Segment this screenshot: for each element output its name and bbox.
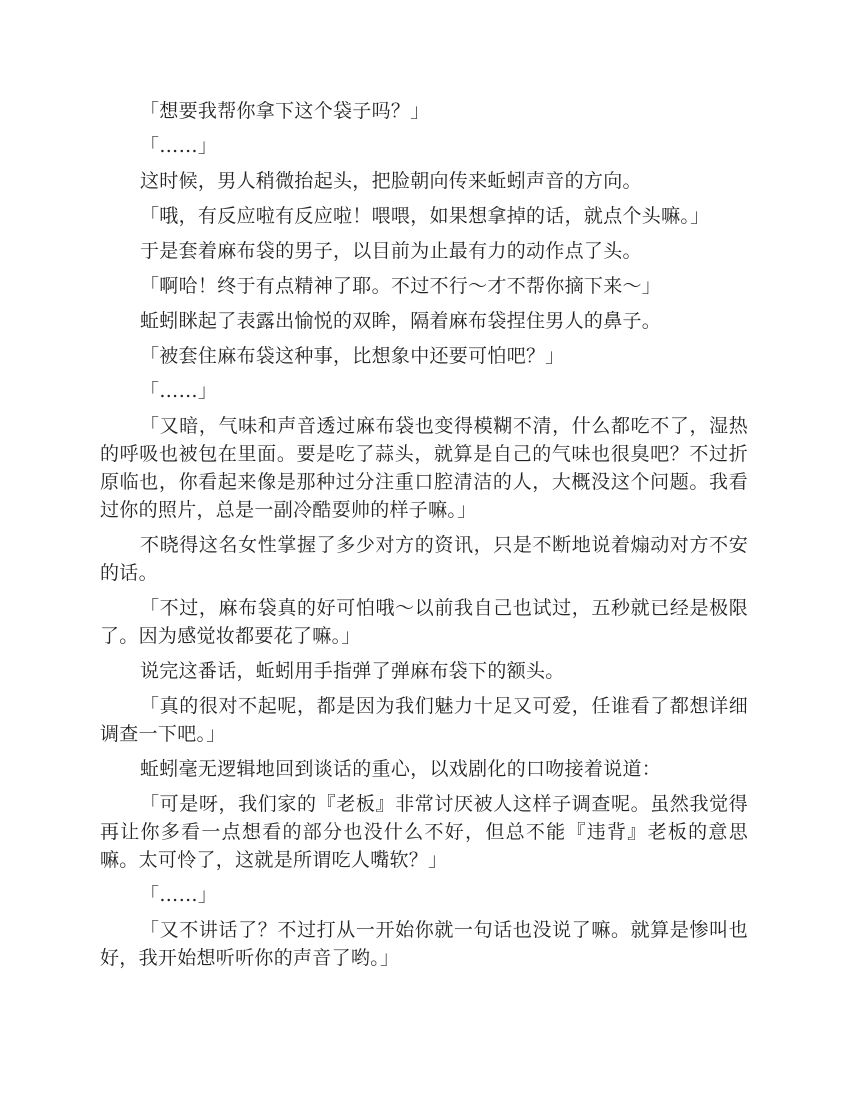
paragraph: 「哦，有反应啦有反应啦！喂喂，如果想拿掉的话，就点个头嘛。」	[140, 205, 710, 227]
paragraph: 说完这番话，蚯蚓用手指弹了弹麻布袋下的额头。	[140, 660, 565, 682]
paragraph: 「被套住麻布袋这种事，比想象中还要可怕吧？」	[140, 345, 565, 367]
paragraph: 于是套着麻布袋的男子，以目前为止最有力的动作点了头。	[140, 240, 642, 262]
paragraph: 「……」	[140, 135, 218, 157]
paragraph: 「又不讲话了？不过打从一开始你就一句话也没说了嘛。就算是惨叫也好，我开始想听听你的声音了哟。」	[100, 919, 748, 969]
paragraph: 不晓得这名女性掌握了多少对方的资讯，只是不断地说着煽动对方不安的话。	[100, 534, 748, 584]
paragraph: 蚯蚓眯起了表露出愉悦的双眸，隔着麻布袋捏住男人的鼻子。	[140, 310, 662, 332]
document-page	[100, 97, 748, 979]
paragraph: 「可是呀，我们家的『老板』非常讨厌被人这样子调查呢。虽然我觉得再让你多看一点想看的部分也没什么不好，但总不能『违背』老板的意思嘛。太可怜了，这就是所谓吃人嘴软？」	[100, 793, 748, 871]
paragraph: 「……」	[140, 380, 218, 402]
paragraph: 这时候，男人稍微抬起头，把脸朝向传来蚯蚓声音的方向。	[140, 170, 642, 192]
paragraph: 「不过，麻布袋真的好可怕哦～以前我自己也试过，五秒就已经是极限了。因为感觉妆都要花了嘛。」	[100, 597, 748, 647]
paragraph: 「想要我帮你拿下这个袋子吗？」	[140, 100, 430, 122]
paragraph: 「啊哈！终于有点精神了耶。不过不行～才不帮你摘下来～」	[140, 275, 662, 297]
paragraph: 「又暗，气味和声音透过麻布袋也变得模糊不清，什么都吃不了，湿热的呼吸也被包在里面。要是吃了蒜头，就算是自己的气味也很臭吧？不过折原临也，你看起来像是那种过分注重口腔清洁的人，大概没这个问题。我看过你的照片，总是一副冷酷耍帅的样子嘛。」	[100, 415, 748, 521]
paragraph: 「真的很对不起呢，都是因为我们魅力十足又可爱，任谁看了都想详细调查一下吧。」	[100, 695, 748, 745]
paragraph: 「……」	[140, 884, 218, 906]
paragraph: 蚯蚓毫无逻辑地回到谈话的重心，以戏剧化的口吻接着说道：	[140, 758, 662, 780]
